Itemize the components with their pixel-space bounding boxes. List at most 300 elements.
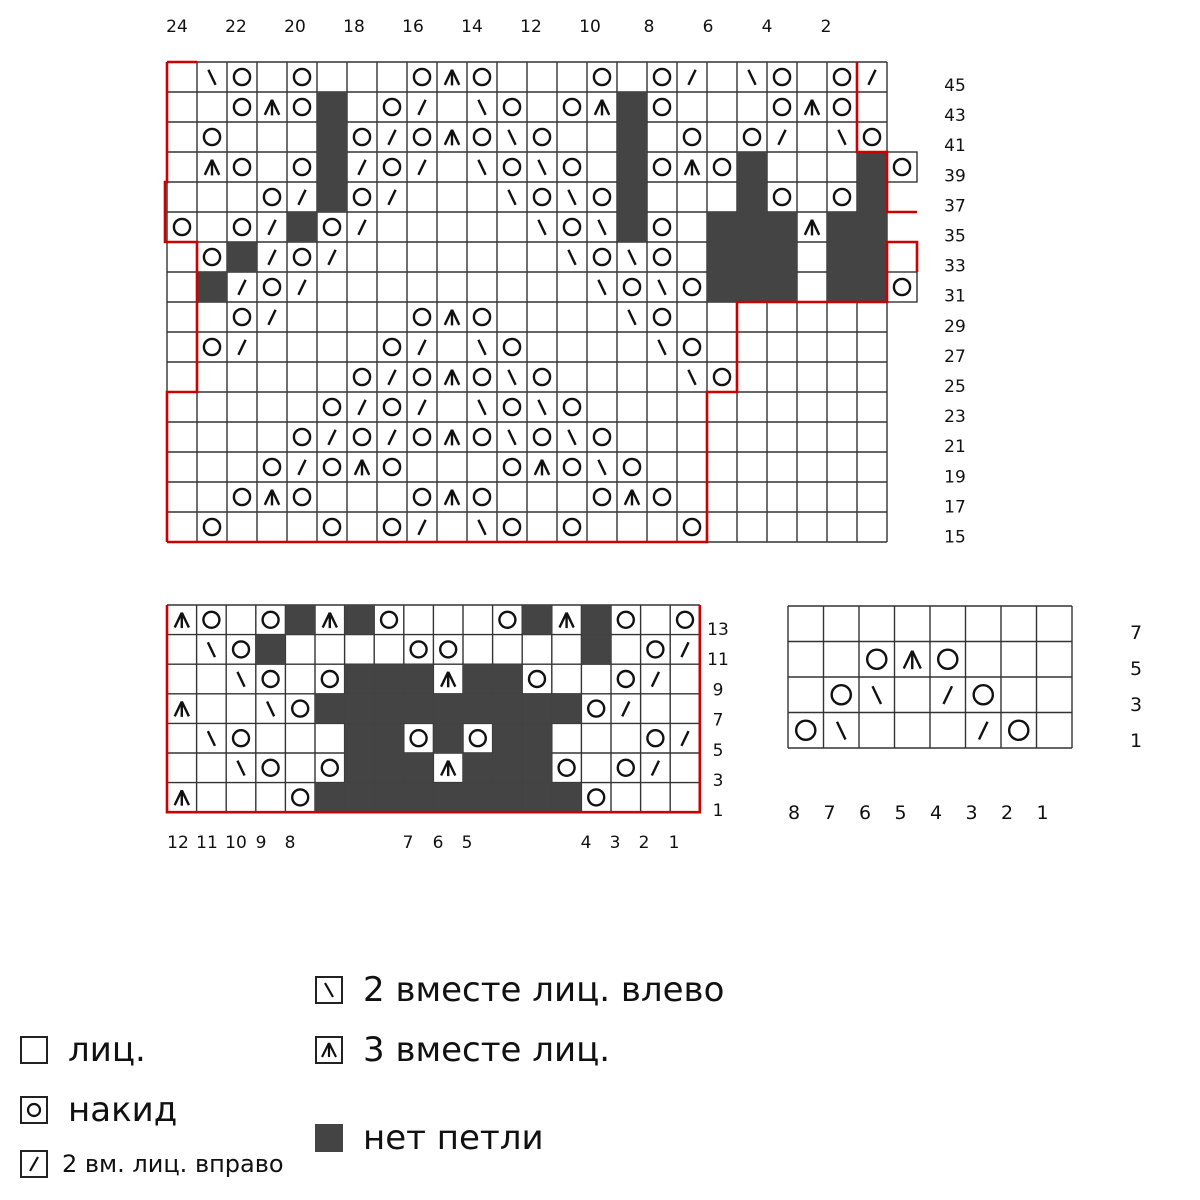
k3tog-mark <box>441 672 455 687</box>
yarn-over-mark <box>774 189 790 205</box>
k2tog-right-mark <box>418 100 425 115</box>
yarn-over-icon <box>20 1096 48 1124</box>
yarn-over-mark <box>534 429 550 445</box>
k3tog-mark <box>175 790 189 805</box>
no-stitch-cell <box>493 664 523 694</box>
no-stitch-cell <box>493 753 523 783</box>
yarn-over-mark <box>204 339 220 355</box>
k3tog-mark <box>445 70 459 86</box>
row-number: 7 <box>712 710 724 731</box>
k2tog-left-mark <box>478 160 485 175</box>
k3tog-mark <box>265 100 279 116</box>
yarn-over-mark <box>1009 721 1028 740</box>
column-number: 3 <box>609 833 621 853</box>
k2tog-left-mark <box>658 280 665 295</box>
k2tog-right-mark <box>298 190 305 205</box>
column-number: 1 <box>668 833 680 853</box>
k2tog-left-mark <box>538 220 545 235</box>
no-stitch-cell <box>522 605 552 635</box>
k2tog-left-mark <box>508 190 515 205</box>
yarn-over-mark <box>414 369 430 385</box>
column-number: 10 <box>579 17 601 37</box>
yarn-over-mark <box>938 650 957 669</box>
yarn-over-mark <box>714 159 730 175</box>
row-number: 31 <box>944 286 966 307</box>
column-number: 4 <box>580 833 592 853</box>
k2tog-right-mark <box>268 250 275 265</box>
no-stitch-cell <box>374 664 404 694</box>
no-stitch-cell <box>493 694 523 724</box>
k2tog-left-mark <box>628 310 635 325</box>
row-number: 1 <box>1129 730 1143 752</box>
k2tog-left-mark <box>872 686 881 704</box>
row-number: 5 <box>1129 658 1143 680</box>
no-stitch-cell <box>737 242 767 272</box>
yarn-over-mark <box>504 459 520 475</box>
k2tog-right-mark <box>238 280 245 295</box>
yarn-over-mark <box>294 249 310 265</box>
yarn-over-mark <box>654 99 670 115</box>
yarn-over-mark <box>384 459 400 475</box>
yarn-over-mark <box>263 671 279 687</box>
row-number: 21 <box>944 437 966 458</box>
column-number: 3 <box>965 802 978 824</box>
k2tog-left-mark <box>208 70 215 85</box>
row-number: 39 <box>944 166 966 187</box>
yarn-over-mark <box>618 760 634 776</box>
yarn-over-mark <box>264 459 280 475</box>
k2tog-right-mark <box>979 722 988 740</box>
legend-k2tog-left-label: 2 вместе лиц. влево <box>363 970 725 1010</box>
no-stitch-cell <box>737 152 767 182</box>
row-number: 41 <box>944 136 966 157</box>
yarn-over-mark <box>564 159 580 175</box>
yarn-over-mark <box>324 519 340 535</box>
no-stitch-cell <box>581 605 611 635</box>
yarn-over-mark <box>234 69 250 85</box>
yarn-over-mark <box>384 99 400 115</box>
yarn-over-mark <box>203 612 219 628</box>
yarn-over-mark <box>654 249 670 265</box>
k2tog-left-mark <box>478 400 485 415</box>
yarn-over-mark <box>594 489 610 505</box>
k2tog-left-mark <box>628 250 635 265</box>
column-number: 4 <box>929 802 943 824</box>
yarn-over-mark <box>263 612 279 628</box>
yarn-over-mark <box>204 129 220 145</box>
no-stitch-cell <box>287 212 317 242</box>
yarn-over-mark <box>384 339 400 355</box>
column-number: 12 <box>167 833 189 853</box>
k3tog-mark <box>559 613 573 628</box>
k3tog-mark <box>595 100 609 116</box>
yarn-over-mark <box>322 760 338 776</box>
yarn-over-mark <box>588 701 604 717</box>
yarn-over-mark <box>796 721 815 740</box>
no-stitch-cell <box>617 212 647 242</box>
no-stitch-cell <box>285 605 315 635</box>
k2tog-left-mark <box>208 642 215 657</box>
yarn-over-mark <box>381 612 397 628</box>
no-stitch-cell <box>345 753 375 783</box>
column-number: 2 <box>638 833 650 853</box>
column-number: 7 <box>823 802 836 824</box>
k2tog-right-mark <box>298 280 305 295</box>
yarn-over-mark <box>774 99 790 115</box>
yarn-over-mark <box>324 459 340 475</box>
row-number: 3 <box>1129 694 1143 716</box>
yarn-over-mark <box>564 399 580 415</box>
k2tog-right-mark <box>681 642 688 657</box>
legend-k2tog-right-label: 2 вм. лиц. вправо <box>62 1150 284 1178</box>
row-number: 11 <box>707 650 729 671</box>
yarn-over-mark <box>384 399 400 415</box>
yarn-over-mark <box>832 685 851 704</box>
yarn-over-mark <box>867 650 886 669</box>
yarn-over-mark <box>234 99 250 115</box>
k2tog-right-mark <box>622 701 629 716</box>
yarn-over-mark <box>774 69 790 85</box>
k2tog-right-mark <box>328 250 335 265</box>
k2tog-right-mark <box>943 686 952 704</box>
row-number: 23 <box>944 407 966 428</box>
no-stitch-cell <box>404 664 434 694</box>
no-stitch-cell <box>374 694 404 724</box>
no-stitch-cell <box>857 152 887 182</box>
yarn-over-mark <box>294 159 310 175</box>
k2tog-right-mark <box>652 761 659 776</box>
no-stitch-cell <box>857 182 887 212</box>
k2tog-left-mark <box>598 280 605 295</box>
small-chart-grid <box>788 606 1072 748</box>
no-stitch-cell <box>463 664 493 694</box>
yarn-over-mark <box>504 519 520 535</box>
yarn-over-mark <box>714 369 730 385</box>
row-number: 3 <box>712 771 724 791</box>
yarn-over-mark <box>654 309 670 325</box>
no-stitch-cell <box>707 272 737 302</box>
k2tog-left-mark <box>748 70 755 85</box>
k2tog-right-mark <box>418 400 425 415</box>
k2tog-right-mark <box>268 220 275 235</box>
column-number: 5 <box>894 802 907 824</box>
legend-k2tog-left <box>315 970 724 1010</box>
k3tog-mark <box>175 701 189 716</box>
no-stitch-cell <box>767 242 797 272</box>
yarn-over-mark <box>233 730 249 746</box>
legend-yo-label: накид <box>68 1090 178 1130</box>
k2tog-right-mark <box>268 310 275 325</box>
no-stitch-cell <box>827 242 857 272</box>
k3tog-icon <box>315 1036 343 1064</box>
yarn-over-mark <box>264 189 280 205</box>
k3tog-mark <box>355 460 369 476</box>
k2tog-left-mark <box>237 672 244 687</box>
no-stitch-cell <box>827 212 857 242</box>
yarn-over-mark <box>564 459 580 475</box>
yarn-over-mark <box>504 399 520 415</box>
column-number: 20 <box>284 17 306 37</box>
column-number: 10 <box>225 833 247 853</box>
legend-k3tog-label: 3 вместе лиц. <box>363 1030 611 1070</box>
column-number: 11 <box>196 833 218 853</box>
yarn-over-mark <box>294 99 310 115</box>
yarn-over-mark <box>834 99 850 115</box>
k3tog-mark <box>445 370 459 386</box>
extra-cell-39 <box>887 152 917 182</box>
yarn-over-mark <box>440 641 456 657</box>
no-stitch-cell <box>197 272 227 302</box>
yarn-over-mark <box>354 189 370 205</box>
k2tog-right-mark <box>298 460 305 475</box>
k2tog-right-mark <box>388 430 395 445</box>
k2tog-left-mark <box>508 430 515 445</box>
yarn-over-mark <box>504 339 520 355</box>
no-stitch-cell <box>767 272 797 302</box>
yarn-over-mark <box>534 129 550 145</box>
yarn-over-mark <box>684 129 700 145</box>
yarn-over-mark <box>474 129 490 145</box>
no-stitch-cell <box>737 272 767 302</box>
k2tog-left-mark <box>478 520 485 535</box>
yarn-over-mark <box>474 309 490 325</box>
yarn-over-mark <box>499 612 515 628</box>
k3tog-mark <box>441 761 455 776</box>
no-stitch-cell <box>522 783 552 813</box>
column-number: 4 <box>761 17 773 37</box>
row-number: 33 <box>944 256 966 277</box>
yarn-over-mark <box>647 641 663 657</box>
no-stitch-cell <box>522 723 552 753</box>
k2tog-right-mark <box>418 340 425 355</box>
yarn-over-mark <box>174 219 190 235</box>
extra-cell-31 <box>887 272 917 302</box>
row-number: 17 <box>944 497 966 518</box>
k2tog-left-mark <box>538 400 545 415</box>
no-stitch-cell <box>317 152 347 182</box>
no-stitch-cell <box>737 182 767 212</box>
no-stitch-cell <box>707 212 737 242</box>
no-stitch-cell <box>433 694 463 724</box>
yarn-over-mark <box>677 612 693 628</box>
yarn-over-mark <box>414 69 430 85</box>
yarn-over-mark <box>588 789 604 805</box>
yarn-over-mark <box>474 369 490 385</box>
k2tog-left-mark <box>837 722 846 740</box>
yarn-over-mark <box>414 489 430 505</box>
yarn-over-mark <box>384 519 400 535</box>
no-stitch-cell <box>374 753 404 783</box>
yarn-over-mark <box>474 69 490 85</box>
no-stitch-cell <box>315 783 345 813</box>
no-stitch-cell <box>345 723 375 753</box>
k2tog-right-mark <box>778 130 785 145</box>
yarn-over-mark <box>594 429 610 445</box>
no-stitch-cell <box>857 212 887 242</box>
no-stitch-cell <box>552 783 582 813</box>
yarn-over-mark <box>411 641 427 657</box>
k3tog-mark <box>904 651 921 669</box>
yarn-over-mark <box>618 671 634 687</box>
no-stitch-cell <box>345 783 375 813</box>
yarn-over-mark <box>559 760 575 776</box>
yarn-over-mark <box>294 489 310 505</box>
column-number: 8 <box>284 833 296 853</box>
yarn-over-mark <box>234 159 250 175</box>
no-stitch-cell <box>433 783 463 813</box>
no-stitch-cell <box>404 783 434 813</box>
k2tog-left-mark <box>598 460 605 475</box>
column-number: 5 <box>461 833 473 853</box>
k2tog-right-mark <box>388 370 395 385</box>
column-number: 6 <box>858 802 872 824</box>
k2tog-right-mark <box>238 340 245 355</box>
yarn-over-mark <box>263 760 279 776</box>
no-stitch-cell <box>522 694 552 724</box>
column-number: 7 <box>402 833 414 853</box>
legend-no-stitch-label: нет петли <box>363 1118 544 1158</box>
yarn-over-mark <box>654 219 670 235</box>
k3tog-mark <box>445 430 459 446</box>
no-stitch-cell <box>374 723 404 753</box>
no-stitch-cell <box>433 723 463 753</box>
yarn-over-mark <box>324 219 340 235</box>
no-stitch-cell <box>404 753 434 783</box>
k3tog-mark <box>445 130 459 146</box>
yarn-over-mark <box>564 519 580 535</box>
no-stitch-cell <box>737 212 767 242</box>
no-stitch-cell <box>317 92 347 122</box>
yarn-over-mark <box>294 429 310 445</box>
yarn-over-mark <box>294 69 310 85</box>
yarn-over-mark <box>624 279 640 295</box>
no-stitch-cell <box>345 605 375 635</box>
yarn-over-mark <box>414 129 430 145</box>
yarn-over-mark <box>204 519 220 535</box>
no-stitch-cell <box>581 635 611 665</box>
yarn-over-mark <box>354 369 370 385</box>
k2tog-left-mark <box>478 100 485 115</box>
row-number: 7 <box>1129 622 1143 644</box>
k3tog-mark <box>535 460 549 476</box>
row-number: 5 <box>712 740 724 761</box>
no-stitch-icon <box>315 1124 343 1152</box>
yarn-over-mark <box>684 339 700 355</box>
yarn-over-mark <box>354 429 370 445</box>
k2tog-right-mark <box>688 70 695 85</box>
k2tog-right-mark <box>358 220 365 235</box>
row-number: 37 <box>944 196 966 217</box>
no-stitch-cell <box>256 635 286 665</box>
no-stitch-cell <box>767 212 797 242</box>
yarn-over-mark <box>564 219 580 235</box>
column-number: 24 <box>166 17 188 37</box>
yarn-over-mark <box>474 429 490 445</box>
k2tog-left-mark <box>568 430 575 445</box>
k2tog-right-mark <box>358 400 365 415</box>
k2tog-left-mark <box>478 340 485 355</box>
yarn-over-mark <box>324 399 340 415</box>
yarn-over-mark <box>594 69 610 85</box>
column-number: 6 <box>432 833 444 853</box>
k2tog-left-mark <box>598 220 605 235</box>
yarn-over-mark <box>534 189 550 205</box>
k3tog-mark <box>175 613 189 628</box>
column-number: 18 <box>343 17 365 37</box>
yarn-over-mark <box>470 730 486 746</box>
row-number: 25 <box>944 377 966 397</box>
yarn-over-mark <box>534 369 550 385</box>
no-stitch-cell <box>463 753 493 783</box>
legend-no-stitch <box>315 1118 544 1158</box>
no-stitch-cell <box>617 92 647 122</box>
k2tog-left-mark <box>538 160 545 175</box>
no-stitch-cell <box>404 694 434 724</box>
column-number: 2 <box>820 17 832 37</box>
yarn-over-mark <box>411 730 427 746</box>
yarn-over-mark <box>354 129 370 145</box>
yarn-over-mark <box>234 309 250 325</box>
yarn-over-mark <box>654 489 670 505</box>
no-stitch-cell <box>522 753 552 783</box>
k3tog-mark <box>265 490 279 506</box>
yarn-over-mark <box>654 69 670 85</box>
yarn-over-mark <box>233 641 249 657</box>
row-number: 15 <box>944 527 966 548</box>
k2tog-left-mark <box>237 761 244 776</box>
k3tog-mark <box>445 490 459 506</box>
no-stitch-cell <box>315 694 345 724</box>
k2tog-right-mark <box>328 430 335 445</box>
k3tog-mark <box>445 310 459 326</box>
yarn-over-mark <box>744 129 760 145</box>
k3tog-mark <box>205 160 219 176</box>
yarn-over-mark <box>234 219 250 235</box>
column-number: 9 <box>255 833 267 853</box>
no-stitch-cell <box>374 783 404 813</box>
yarn-over-mark <box>292 789 308 805</box>
no-stitch-cell <box>552 694 582 724</box>
k2tog-right-mark <box>652 672 659 687</box>
row-number: 35 <box>944 226 966 247</box>
k2tog-right-mark <box>868 70 875 85</box>
k2tog-left-mark <box>838 130 845 145</box>
legend-yo <box>20 1090 177 1130</box>
k2tog-left-icon <box>315 976 343 1004</box>
no-stitch-cell <box>857 242 887 272</box>
no-stitch-cell <box>617 122 647 152</box>
k2tog-right-mark <box>418 160 425 175</box>
yarn-over-mark <box>504 99 520 115</box>
k3tog-mark <box>323 613 337 628</box>
yarn-over-mark <box>292 701 308 717</box>
k2tog-right-mark <box>681 731 688 746</box>
k2tog-left-mark <box>568 190 575 205</box>
legend-k3tog <box>315 1030 610 1070</box>
column-number: 12 <box>520 17 542 37</box>
no-stitch-cell <box>227 242 257 272</box>
yarn-over-mark <box>322 671 338 687</box>
no-stitch-cell <box>317 182 347 212</box>
no-stitch-cell <box>463 694 493 724</box>
row-number: 13 <box>707 620 729 640</box>
yarn-over-mark <box>624 459 640 475</box>
yarn-over-mark <box>618 612 634 628</box>
k2tog-right-mark <box>388 130 395 145</box>
yarn-over-mark <box>564 99 580 115</box>
yarn-over-mark <box>384 159 400 175</box>
yarn-over-mark <box>264 279 280 295</box>
